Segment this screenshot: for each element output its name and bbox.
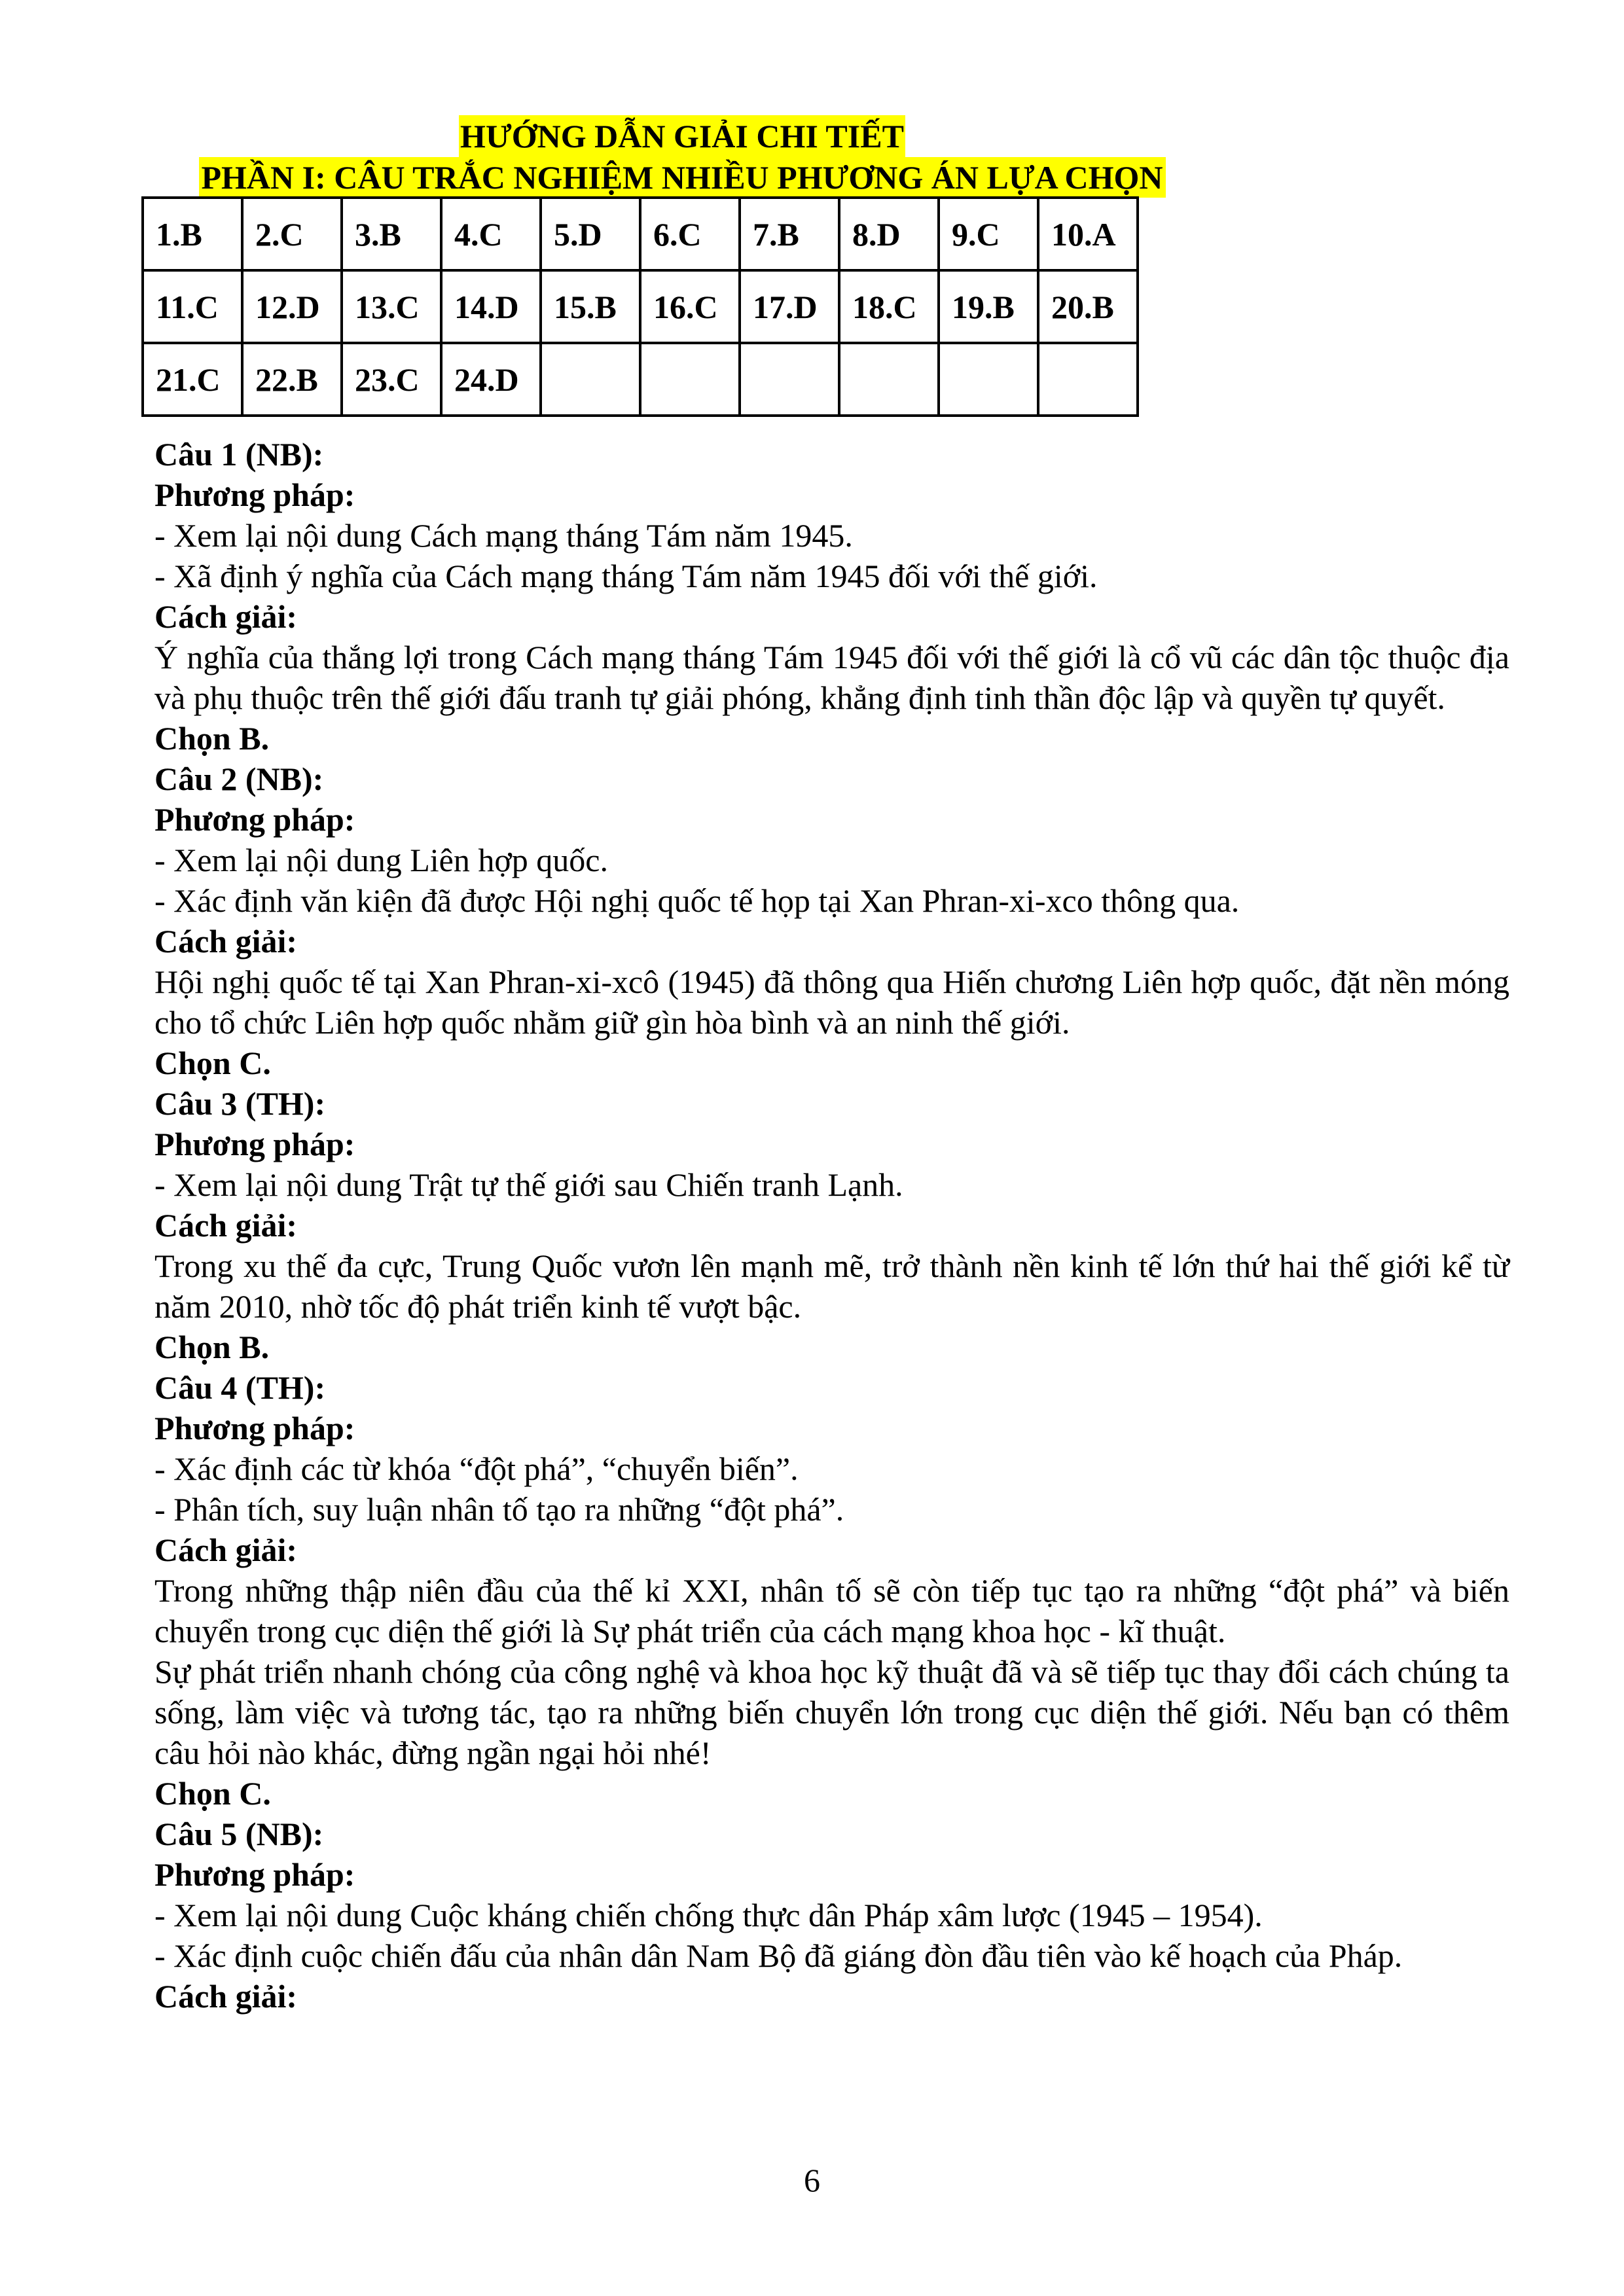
- method-line: - Xác định cuộc chiến đấu của nhân dân Nam Bộ đã giáng đòn đầu tiên vào kế hoạch của Pháp.: [154, 1937, 1403, 1974]
- method-label: Phương pháp:: [154, 1410, 355, 1446]
- answer-cell: 15.B: [541, 270, 640, 343]
- answer-choice: Chọn C.: [154, 1775, 271, 1812]
- solution-text-extra: Sự phát triển nhanh chóng của công nghệ và khoa học kỹ thuật đã và sẽ tiếp tục thay đổi cách chúng ta sống, làm việc và tương tác, tạo ra những biến chuyển lớn trong cục diện thế giới. Nếu bạn có thêm câu hỏi nào khác, đừng ngần ngại hỏi nhé!: [154, 1653, 1509, 1771]
- answer-cell: 3.B: [342, 198, 441, 270]
- answer-cell: 12.D: [242, 270, 342, 343]
- answer-cell: [939, 343, 1038, 416]
- answer-table: [141, 196, 1139, 417]
- method-line: - Xã định ý nghĩa của Cách mạng tháng Tám năm 1945 đối với thế giới.: [154, 558, 1098, 594]
- answer-row: [143, 270, 1138, 343]
- answer-cell: 21.C: [143, 343, 242, 416]
- answer-cell: 20.B: [1038, 270, 1138, 343]
- answer-cell: 22.B: [242, 343, 342, 416]
- title-block: [154, 115, 1210, 198]
- answer-cell: 19.B: [939, 270, 1038, 343]
- answer-cell: 14.D: [441, 270, 541, 343]
- answer-cell: [740, 343, 839, 416]
- question-heading: Câu 2 (NB):: [154, 761, 324, 797]
- method-label: Phương pháp:: [154, 801, 355, 838]
- answer-cell: 9.C: [939, 198, 1038, 270]
- answer-cell: 2.C: [242, 198, 342, 270]
- question-heading: Câu 1 (NB):: [154, 436, 324, 473]
- method-label: Phương pháp:: [154, 1126, 355, 1162]
- solution-label: Cách giải:: [154, 1207, 298, 1244]
- answer-cell: 6.C: [640, 198, 740, 270]
- solution-label: Cách giải:: [154, 598, 298, 635]
- answer-cell: 10.A: [1038, 198, 1138, 270]
- solution-text: Trong xu thế đa cực, Trung Quốc vươn lên mạnh mẽ, trở thành nền kinh tế lớn thứ hai thế giới kể từ năm 2010, nhờ tốc độ phát triển kinh tế vượt bậc.: [154, 1247, 1509, 1325]
- method-line: - Xác định các từ khóa “đột phá”, “chuyển biến”.: [154, 1450, 799, 1487]
- page-title: HƯỚNG DẪN GIẢI CHI TIẾT: [459, 115, 905, 157]
- question-heading: Câu 3 (TH):: [154, 1085, 326, 1122]
- question-heading: Câu 4 (TH):: [154, 1369, 326, 1406]
- answer-cell: 11.C: [143, 270, 242, 343]
- solution-text: Trong những thập niên đầu của thế kỉ XXI, nhân tố sẽ còn tiếp tục tạo ra những “đột phá” và biến chuyển trong cục diện thế giới là Sự phát triển của cách mạng khoa học - kĩ thuật.: [154, 1572, 1509, 1649]
- answer-cell: 17.D: [740, 270, 839, 343]
- page-number: 6: [804, 2162, 820, 2198]
- answer-cell: [1038, 343, 1138, 416]
- solution-label: Cách giải:: [154, 1978, 298, 2015]
- answer-cell: 16.C: [640, 270, 740, 343]
- answer-row: [143, 198, 1138, 270]
- method-line: - Xem lại nội dung Cách mạng tháng Tám năm 1945.: [154, 517, 853, 554]
- answer-cell: [839, 343, 939, 416]
- answer-choice: Chọn C.: [154, 1045, 271, 1081]
- answer-cell: [640, 343, 740, 416]
- answer-cell: 1.B: [143, 198, 242, 270]
- answer-cell: 18.C: [839, 270, 939, 343]
- answer-cell: 13.C: [342, 270, 441, 343]
- answer-row: [143, 343, 1138, 416]
- method-line: - Phân tích, suy luận nhân tố tạo ra những “đột phá”.: [154, 1491, 844, 1528]
- method-line: - Xem lại nội dung Liên hợp quốc.: [154, 842, 608, 878]
- method-line: - Xem lại nội dung Cuộc kháng chiến chống thực dân Pháp xâm lược (1945 – 1954).: [154, 1897, 1263, 1933]
- answer-cell: 5.D: [541, 198, 640, 270]
- section-title: PHẦN I: CÂU TRẮC NGHIỆM NHIỀU PHƯƠNG ÁN LỰA CHỌN: [199, 157, 1166, 198]
- solution-label: Cách giải:: [154, 923, 298, 960]
- answer-choice: Chọn B.: [154, 720, 270, 757]
- solutions-body: [154, 434, 1509, 2017]
- method-label: Phương pháp:: [154, 1856, 355, 1893]
- method-label: Phương pháp:: [154, 476, 355, 513]
- solution-text: Ý nghĩa của thắng lợi trong Cách mạng tháng Tám 1945 đối với thế giới là cổ vũ các dân tộc thuộc địa và phụ thuộc trên thế giới đấu tranh tự giải phóng, khẳng định tinh thần độc lập và quyền tự quyết.: [154, 639, 1509, 716]
- answer-cell: 4.C: [441, 198, 541, 270]
- answer-cell: [541, 343, 640, 416]
- answer-cell: 23.C: [342, 343, 441, 416]
- solution-text: Hội nghị quốc tế tại Xan Phran-xi-xcô (1945) đã thông qua Hiến chương Liên hợp quốc, đặt nền móng cho tổ chức Liên hợp quốc nhằm giữ gìn hòa bình và an ninh thế giới.: [154, 963, 1509, 1041]
- answer-cell: 7.B: [740, 198, 839, 270]
- solution-label: Cách giải:: [154, 1532, 298, 1568]
- answer-cell: 8.D: [839, 198, 939, 270]
- answer-cell: 24.D: [441, 343, 541, 416]
- answer-choice: Chọn B.: [154, 1329, 270, 1365]
- method-line: - Xem lại nội dung Trật tự thế giới sau Chiến tranh Lạnh.: [154, 1166, 903, 1203]
- question-heading: Câu 5 (NB):: [154, 1816, 324, 1852]
- method-line: - Xác định văn kiện đã được Hội nghị quốc tế họp tại Xan Phran-xi-xco thông qua.: [154, 882, 1240, 919]
